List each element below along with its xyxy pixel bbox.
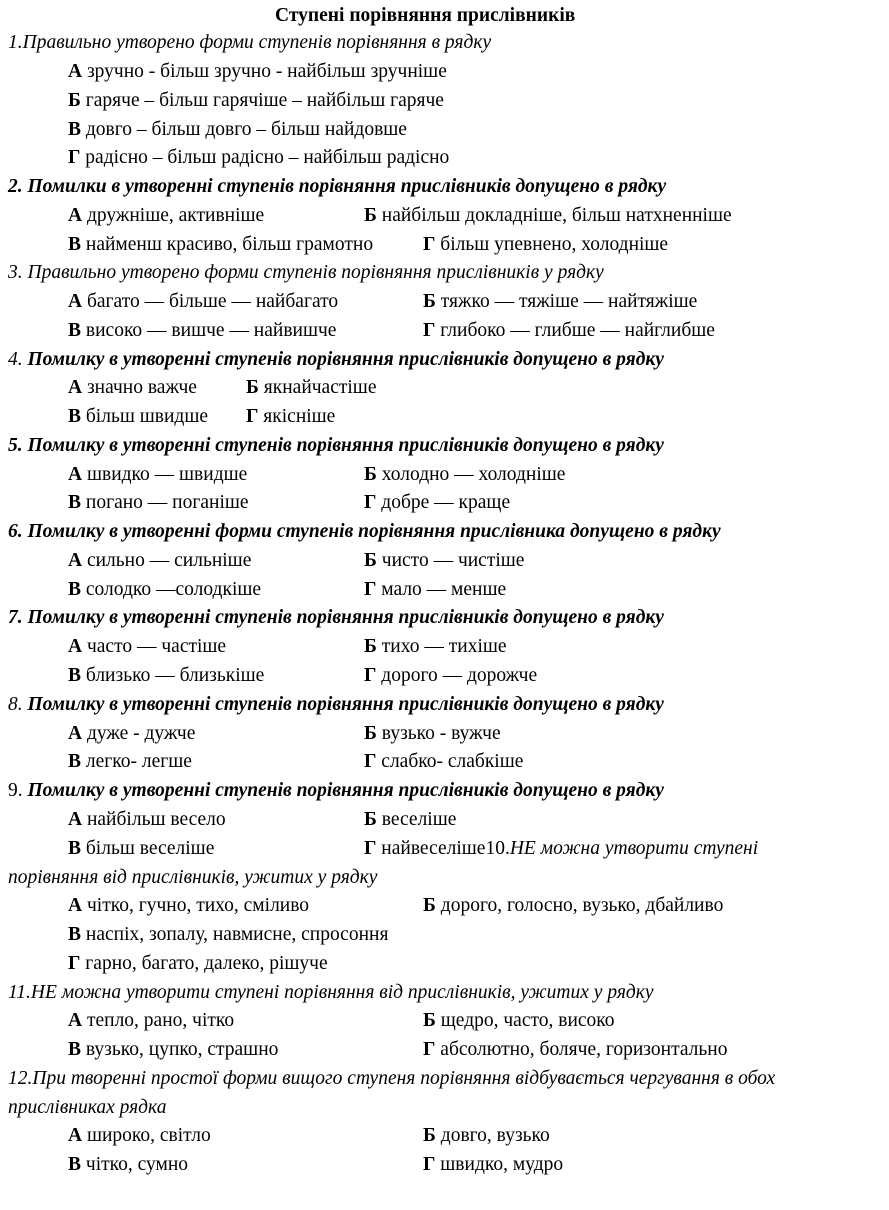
- answer-option: [364, 750, 523, 774]
- option-text: дуже - дужче: [82, 723, 196, 744]
- answer-option: [364, 549, 524, 573]
- answer-option: [68, 1038, 278, 1062]
- answer-option: [364, 664, 537, 688]
- option-text: радісно – більш радісно – найбільш радісно: [80, 147, 450, 168]
- option-text: веселіше: [376, 809, 457, 830]
- option-text: тепло, рано, чітко: [82, 1010, 235, 1031]
- option-letter: Б: [364, 205, 377, 226]
- option-text: погано — поганіше: [81, 492, 249, 513]
- option-text: тихо — тихіше: [376, 636, 507, 657]
- answer-option: [68, 635, 226, 659]
- answer-option: [423, 1153, 563, 1177]
- option-letter: В: [68, 579, 82, 600]
- question-2: 2. Помилки в утворенні ступенів порівняння прислівників допущено в рядку: [8, 176, 667, 197]
- answer-option: [68, 1153, 188, 1177]
- option-text: глибоко — глибше — найглибше: [435, 320, 715, 341]
- answer-option: [68, 1124, 211, 1148]
- option-text: широко, світло: [82, 1125, 211, 1146]
- question-4: [8, 348, 664, 372]
- option-text: найменш красиво, більш грамотно: [81, 234, 374, 255]
- option-letter: В: [68, 665, 82, 686]
- question-6: 6. Помилку в утворенні форми ступенів порівняння прислівника допущено в рядку: [8, 521, 721, 542]
- option-text: гарно, багато, далеко, рішуче: [80, 953, 328, 974]
- answer-option: [68, 952, 328, 976]
- option-text: швидко, мудро: [435, 1154, 564, 1175]
- question-5: 5. Помилку в утворенні ступенів порівняння прислівників допущено в рядку: [8, 435, 664, 456]
- option-letter: Б: [364, 550, 377, 571]
- option-text: найбільш весело: [82, 809, 226, 830]
- option-text: щедро, часто, високо: [435, 1010, 615, 1031]
- option-letter: Б: [364, 723, 377, 744]
- option-letter: Г: [246, 406, 259, 427]
- option-letter: В: [68, 838, 82, 859]
- option-text: довго – більш довго – більш найдовше: [81, 119, 407, 140]
- option-text: близько — близькіше: [81, 665, 265, 686]
- answer-option: [423, 1124, 550, 1148]
- option-letter: А: [68, 550, 83, 571]
- option-text: холодно — холодніше: [376, 464, 566, 485]
- option-letter: А: [68, 809, 83, 830]
- option-letter: Б: [246, 377, 259, 398]
- answer-option: [68, 405, 208, 429]
- option-text: багато — більше — найбагато: [82, 291, 339, 312]
- option-letter: А: [68, 723, 83, 744]
- answer-option: [68, 750, 192, 774]
- option-text: дорого, голосно, вузько, дбайливо: [435, 895, 724, 916]
- answer-option: [423, 233, 668, 257]
- option-letter: Г: [364, 492, 377, 513]
- option-text: часто — частіше: [82, 636, 227, 657]
- option-text: найвеселіше: [376, 838, 486, 859]
- option-letter: Б: [364, 636, 377, 657]
- option-letter: А: [68, 291, 83, 312]
- option-text: солодко —солодкіше: [81, 579, 262, 600]
- option-text: більш веселіше: [81, 838, 215, 859]
- answer-option: [68, 894, 309, 918]
- question-7: 7. Помилку в утворенні ступенів порівняння прислівників допущено в рядку: [8, 607, 664, 628]
- answer-option: [68, 923, 388, 947]
- question-number: 4.: [8, 349, 28, 370]
- answer-option: [364, 204, 732, 228]
- option-text: дорого — дорожче: [376, 665, 538, 686]
- question-10-number: 10.: [485, 838, 510, 859]
- answer-option: [423, 290, 697, 314]
- option-letter: Г: [68, 953, 81, 974]
- option-letter: Г: [364, 751, 377, 772]
- answer-option: [68, 146, 449, 170]
- option-letter: Б: [68, 90, 81, 111]
- answer-option: [68, 808, 226, 832]
- option-letter: А: [68, 205, 83, 226]
- option-letter: А: [68, 377, 83, 398]
- question-11: 11.НЕ можна утворити ступені порівняння від прислівників, ужитих у рядку: [8, 982, 654, 1003]
- option-letter: Г: [423, 234, 436, 255]
- question-3: 3. Правильно утворено форми ступенів порівняння прислівників у рядку: [8, 262, 604, 283]
- page-title: Ступені порівняння прислівників: [275, 5, 576, 26]
- answer-option: [68, 290, 338, 314]
- option-letter: А: [68, 61, 83, 82]
- option-letter: Б: [423, 1010, 436, 1031]
- answer-option: [364, 463, 565, 487]
- option-text: більш швидше: [81, 406, 208, 427]
- option-text: довго, вузько: [435, 1125, 550, 1146]
- option-letter: Г: [364, 665, 377, 686]
- question-12: 12.При творенні простої форми вищого ступеня порівняння відбувається чергування в обох: [8, 1068, 776, 1089]
- option-text: високо — вишче — найвишче: [81, 320, 337, 341]
- option-letter: В: [68, 119, 82, 140]
- option-letter: Г: [423, 320, 436, 341]
- option-letter: В: [68, 924, 82, 945]
- option-text: добре — краще: [376, 492, 511, 513]
- option-text: чисто — чистіше: [376, 550, 525, 571]
- option-text: вузько - вужче: [376, 723, 501, 744]
- option-letter: В: [68, 406, 82, 427]
- option-letter: Г: [423, 1039, 436, 1060]
- option-text: сильно — сильніше: [82, 550, 252, 571]
- answer-option: [68, 549, 251, 573]
- option-text: найбільш докладніше, більш натхненніше: [376, 205, 732, 226]
- option-letter: Б: [364, 464, 377, 485]
- option-letter: В: [68, 751, 82, 772]
- answer-option: [364, 722, 501, 746]
- answer-option: [68, 319, 336, 343]
- answer-option: [68, 1009, 234, 1033]
- question-text: Помилку в утворенні ступенів порівняння прислівників допущено в рядку: [27, 349, 664, 370]
- question-12-continued: прислівниках рядка: [8, 1097, 167, 1118]
- question-text: Помилку в утворенні ступенів порівняння прислівників допущено в рядку: [27, 694, 664, 715]
- question-text: Помилку в утворенні ступенів порівняння прислівників допущено в рядку: [27, 780, 664, 801]
- option-letter: Г: [364, 838, 377, 859]
- answer-option: [68, 60, 447, 84]
- option-letter: А: [68, 1010, 83, 1031]
- answer-option: [364, 635, 507, 659]
- answer-option: [68, 463, 247, 487]
- answer-option: [423, 319, 715, 343]
- option-text: тяжко — тяжіше — найтяжіше: [435, 291, 698, 312]
- answer-option: [364, 578, 506, 602]
- answer-option: [364, 837, 758, 861]
- option-letter: А: [68, 895, 83, 916]
- answer-option: [423, 1038, 727, 1062]
- option-letter: В: [68, 1039, 82, 1060]
- option-text: чітко, гучно, тихо, сміливо: [82, 895, 310, 916]
- question-1: 1.Правильно утворено форми ступенів порівняння в рядку: [8, 32, 492, 53]
- answer-option: [68, 376, 197, 400]
- question-10-text: НЕ можна утворити ступені: [509, 838, 759, 859]
- option-text: мало — менше: [376, 579, 507, 600]
- option-letter: Б: [423, 1125, 436, 1146]
- answer-option: [423, 894, 723, 918]
- option-text: слабко- слабкіше: [376, 751, 524, 772]
- option-text: більш упевнено, холодніше: [435, 234, 669, 255]
- option-letter: Г: [423, 1154, 436, 1175]
- option-letter: Г: [68, 147, 81, 168]
- option-text: гаряче – більш гарячіше – найбільш гаряче: [80, 90, 444, 111]
- option-letter: А: [68, 464, 83, 485]
- option-text: швидко — швидше: [82, 464, 248, 485]
- answer-option: [68, 578, 261, 602]
- option-letter: А: [68, 1125, 83, 1146]
- answer-option: [68, 204, 264, 228]
- answer-option: [246, 405, 335, 429]
- option-letter: В: [68, 1154, 82, 1175]
- answer-option: [364, 808, 456, 832]
- option-text: значно важче: [82, 377, 197, 398]
- option-letter: Б: [423, 895, 436, 916]
- option-letter: Б: [423, 291, 436, 312]
- option-letter: В: [68, 234, 82, 255]
- option-letter: Г: [364, 579, 377, 600]
- answer-option: [68, 722, 195, 746]
- option-text: чітко, сумно: [81, 1154, 189, 1175]
- answer-option: [423, 1009, 615, 1033]
- option-letter: В: [68, 320, 82, 341]
- option-text: якнайчастіше: [258, 377, 377, 398]
- option-letter: В: [68, 492, 82, 513]
- answer-option: [246, 376, 376, 400]
- answer-option: [68, 837, 214, 861]
- option-letter: А: [68, 636, 83, 657]
- option-text: абсолютно, боляче, горизонтально: [435, 1039, 728, 1060]
- question-number: 9.: [8, 780, 28, 801]
- question-number: 8.: [8, 694, 28, 715]
- answer-option: [68, 664, 264, 688]
- question-8: [8, 693, 664, 717]
- option-text: якісніше: [258, 406, 336, 427]
- option-text: зручно - більш зручно - найбільш зручніше: [82, 61, 447, 82]
- answer-option: [364, 491, 510, 515]
- question-9: [8, 779, 664, 803]
- option-text: легко- легше: [81, 751, 192, 772]
- answer-option: [68, 89, 444, 113]
- question-10-continued: порівняння від прислівників, ужитих у рядку: [8, 867, 378, 888]
- option-text: вузько, цупко, страшно: [81, 1039, 279, 1060]
- option-text: наспіх, зопалу, навмисне, спросоння: [81, 924, 389, 945]
- option-text: дружніше, активніше: [82, 205, 265, 226]
- answer-option: [68, 233, 373, 257]
- answer-option: [68, 118, 407, 142]
- answer-option: [68, 491, 249, 515]
- option-letter: Б: [364, 809, 377, 830]
